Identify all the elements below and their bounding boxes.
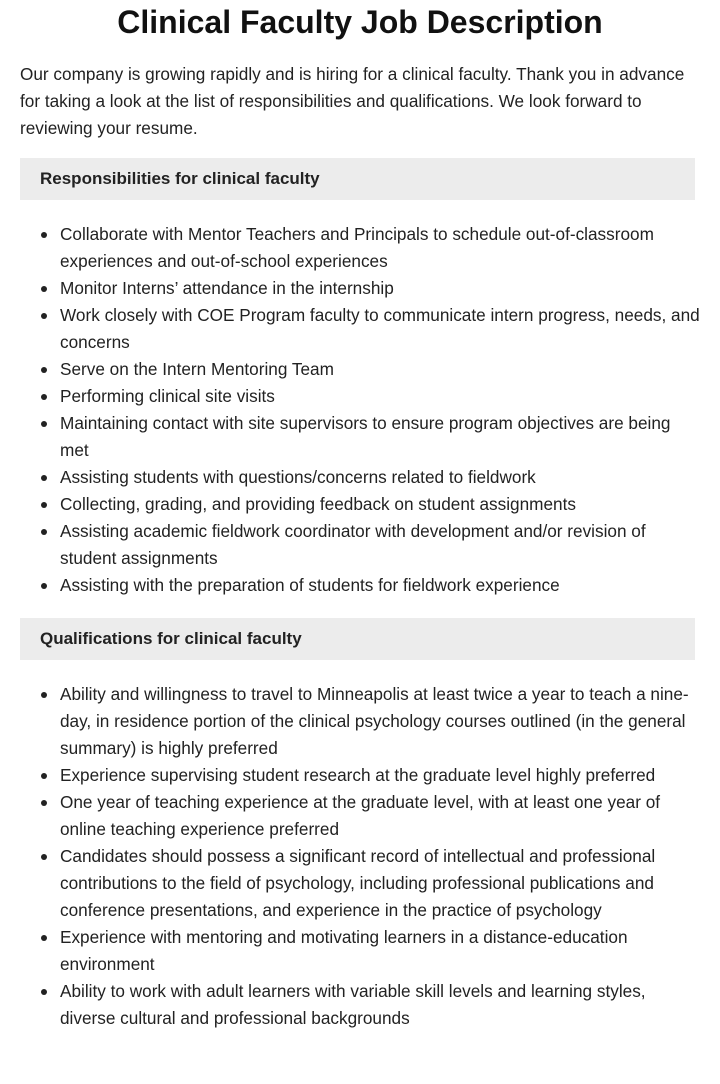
qualifications-heading: Qualifications for clinical faculty <box>20 618 695 660</box>
list-item-text: Assisting academic fieldwork coordinator with development and/or revision of student assignments <box>60 521 646 568</box>
list-item <box>20 302 700 356</box>
bullet-icon <box>41 692 47 698</box>
list-item-text: Experience supervising student research at the graduate level highly preferred <box>60 765 656 785</box>
list-item <box>20 464 700 491</box>
list-item-text: Collaborate with Mentor Teachers and Principals to schedule out-of-classroom experiences and out-of-school experiences <box>60 224 654 271</box>
list-item-text: Ability and willingness to travel to Minneapolis at least twice a year to teach a nine-day, in residence portion of the clinical psychology courses outlined (in the general summary) is highly preferred <box>60 684 689 758</box>
bullet-icon <box>41 800 47 806</box>
bullet-icon <box>41 989 47 995</box>
list-item <box>20 275 700 302</box>
bullet-icon <box>41 475 47 481</box>
list-item-text: Work closely with COE Program faculty to communicate intern progress, needs, and concerns <box>60 305 700 352</box>
bullet-icon <box>41 773 47 779</box>
list-item <box>20 924 700 978</box>
list-item-text: Monitor Interns’ attendance in the internship <box>60 278 394 298</box>
list-item-text: Experience with mentoring and motivating learners in a distance-education environment <box>60 927 628 974</box>
list-item <box>20 383 700 410</box>
bullet-icon <box>41 935 47 941</box>
bullet-icon <box>41 367 47 373</box>
list-item <box>20 518 700 572</box>
list-item-text: Serve on the Intern Mentoring Team <box>60 359 334 379</box>
bullet-icon <box>41 286 47 292</box>
list-item <box>20 356 700 383</box>
list-item <box>20 572 700 599</box>
list-item-text: Ability to work with adult learners with variable skill levels and learning styles, diverse cultural and professional backgrounds <box>60 981 646 1028</box>
bullet-icon <box>41 854 47 860</box>
responsibilities-list <box>20 221 700 599</box>
list-item <box>20 789 700 843</box>
page-title: Clinical Faculty Job Description <box>117 4 603 40</box>
responsibilities-heading: Responsibilities for clinical faculty <box>20 158 695 200</box>
list-item-text: Assisting students with questions/concerns related to fieldwork <box>60 467 536 487</box>
list-item <box>20 681 700 762</box>
list-item-text: Performing clinical site visits <box>60 386 275 406</box>
bullet-icon <box>41 394 47 400</box>
bullet-icon <box>41 232 47 238</box>
list-item-text: Maintaining contact with site supervisors to ensure program objectives are being met <box>60 413 671 460</box>
qualifications-list <box>20 681 700 1032</box>
list-item-text: One year of teaching experience at the graduate level, with at least one year of online teaching experience preferred <box>60 792 661 839</box>
bullet-icon <box>41 583 47 589</box>
list-item <box>20 978 700 1032</box>
bullet-icon <box>41 421 47 427</box>
list-item-text: Assisting with the preparation of students for fieldwork experience <box>60 575 560 595</box>
list-item-text: Collecting, grading, and providing feedback on student assignments <box>60 494 576 514</box>
bullet-icon <box>41 313 47 319</box>
list-item <box>20 221 700 275</box>
list-item <box>20 491 700 518</box>
list-item <box>20 410 700 464</box>
bullet-icon <box>41 529 47 535</box>
list-item <box>20 843 700 924</box>
list-item <box>20 762 700 789</box>
list-item-text: Candidates should possess a significant record of intellectual and professional contributions to the field of psychology, including professional publications and conference presentations, and experience in the practice of psychology <box>60 846 656 920</box>
bullet-icon <box>41 502 47 508</box>
intro-paragraph: Our company is growing rapidly and is hiring for a clinical faculty. Thank you in advance for taking a look at the list of responsibilities and qualifications. We look forward to reviewing your resume. <box>20 64 685 138</box>
